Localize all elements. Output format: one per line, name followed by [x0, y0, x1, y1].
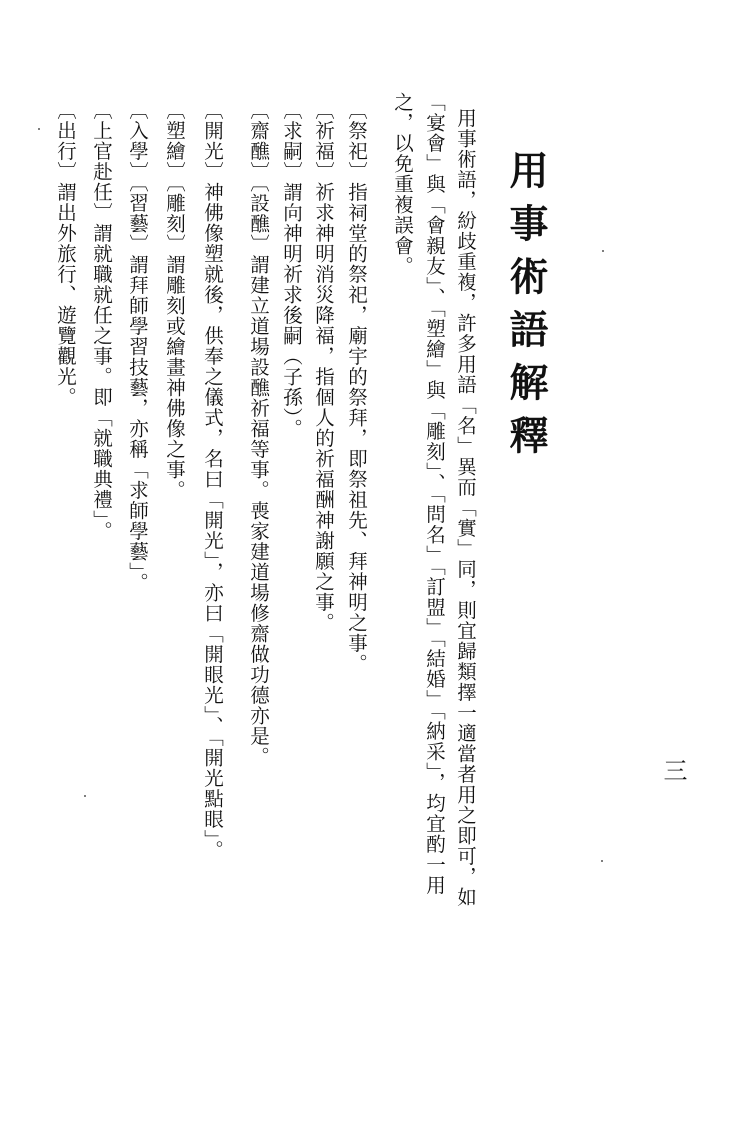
scan-speck [38, 128, 40, 130]
term-entry-pray-blessing: 〔祈福〕祈求神明消災降福，指個人的祈福酬神謝願之事。 [312, 100, 335, 633]
term-entry-sculpt-paint: 〔塑繪〕〔雕刻〕謂雕刻或繪畫神佛像之事。 [163, 100, 186, 501]
term-entry-pray-heir: 〔求嗣〕謂向神明祈求後嗣（子孫）。 [280, 100, 303, 439]
intro-line-2: 「宴會」與「會親友」、「塑繪」與「雕刻」、「問名」「訂盟」「結婚」「納采」，均宜酌一用 [423, 92, 446, 896]
intro-line-1: 用事術語，紛歧重複，許多用語「名」異而「實」同，則宜歸類擇一適當者用之即可，如 [454, 108, 477, 908]
page-number: 三 [659, 758, 687, 783]
term-entry-sacrifice: 〔祭祀〕指祠堂的祭祀，廟宇的祭拜，即祭祖先、拜神明之事。 [345, 100, 368, 674]
intro-line-3: 之，以免重複誤會。 [391, 92, 414, 277]
term-entry-ritual: 〔齋醮〕〔設醮〕謂建立道場設醮祈福等事。喪家建道場修齋做功德亦是。 [247, 100, 270, 767]
term-entry-take-office: 〔上官赴任〕謂就職就任之事。即「就職典禮」。 [90, 100, 113, 542]
term-entry-travel: 〔出行〕謂出外旅行、遊覽觀光。 [54, 100, 77, 408]
scan-speck [601, 860, 603, 862]
term-entry-study: 〔入學〕〔習藝〕謂拜師學習技藝，亦稱「求師學藝」。 [126, 100, 149, 593]
scan-speck [84, 795, 86, 797]
scan-speck [602, 250, 604, 252]
term-entry-consecration: 〔開光〕神佛像塑就後，供奉之儀式，名曰「開光」，亦曰「開眼光」、「開光點眼」。 [201, 100, 224, 861]
page-title: 用事術語解釋 [503, 150, 549, 468]
